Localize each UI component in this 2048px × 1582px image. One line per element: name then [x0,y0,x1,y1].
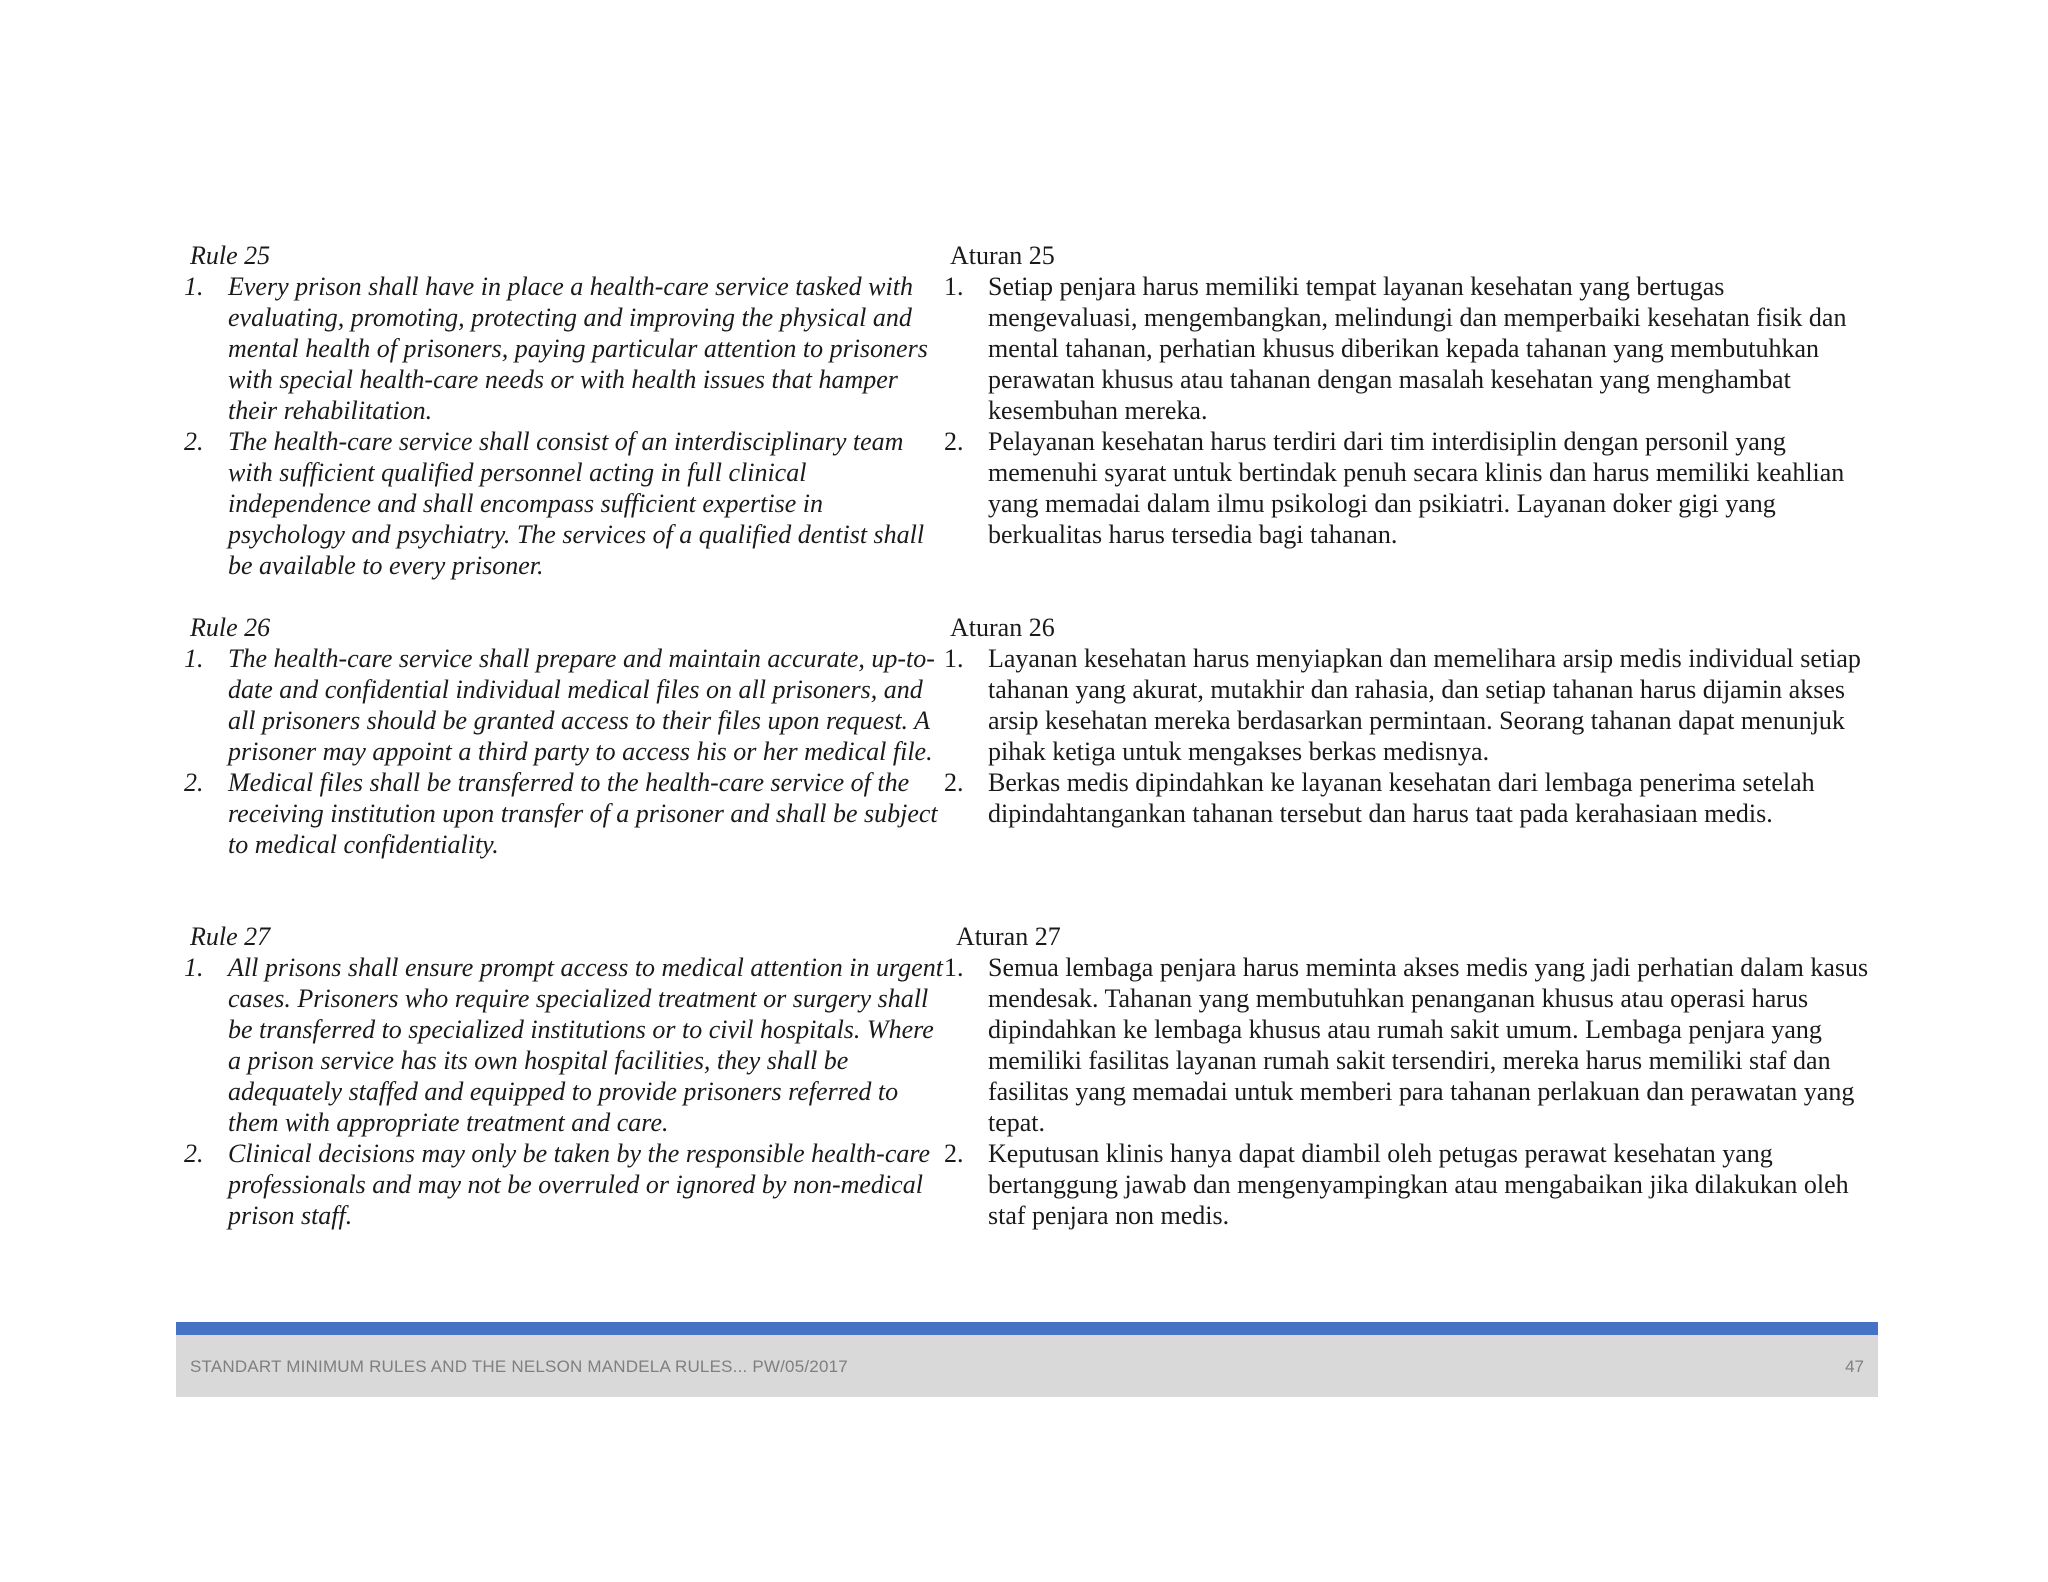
item-text: Clinical decisions may only be taken by the responsible health-care professionals and may not be overruled or ignored by non-medical prison staff. [228,1139,931,1230]
list-item [944,952,1874,1138]
list-item [944,1138,1874,1231]
item-number: 1. [944,953,964,982]
item-text: Setiap penjara harus memiliki tempat layanan kesehatan yang bertugas mengevaluasi, mengembangkan, melindungi dan memperbaiki kesehatan fisik dan mental tahanan, perhatian khusus diberikan kepada tahanan yang membutuhkan perawatan khusus atau tahanan dengan masalah kesehatan yang menghambat kesembuhan mereka. [988,272,1847,425]
footer-accent-bar [176,1322,1878,1335]
list-item [944,767,1874,829]
list-item [944,271,1874,426]
list-item [184,643,944,767]
list-item [184,426,944,581]
item-number: 2. [184,427,204,456]
item-text: Semua lembaga penjara harus meminta akses medis yang jadi perhatian dalam kasus mendesak. Tahanan yang membutuhkan penanganan khusus atau operasi harus dipindahkan ke lembaga khusus atau rumah sakit umum. Lembaga penjara yang memiliki fasilitas layanan rumah sakit tersendiri, mereka harus memiliki staf dan fasilitas yang memadai untuk memberi para tahanan perlakuan dan perawatan yang tepat. [988,953,1869,1137]
item-text: The health-care service shall consist of an interdisciplinary team with sufficient qualified personnel acting in full clinical independence and shall encompass sufficient expertise in psychology and psychiatry. The services of a qualified dentist shall be available to every prisoner. [228,427,925,580]
list-item [184,952,944,1138]
item-number: 2. [944,1139,964,1168]
list-item [184,1138,944,1231]
item-number: 1. [184,953,204,982]
item-number: 1. [184,644,204,673]
rule-title: Aturan 26 [950,613,1055,642]
footer-band [176,1335,1878,1397]
rule-27-english [184,921,944,1231]
footer-document-title: STANDART MINIMUM RULES AND THE NELSON MANDELA RULES... PW/05/2017 [190,1357,848,1376]
page-footer [176,1322,1878,1397]
rule-title: Aturan 25 [950,241,1055,270]
rule-title: Aturan 27 [956,922,1061,951]
page-number: 47 [1845,1357,1864,1376]
rule-items [944,271,1874,550]
item-text: Berkas medis dipindahkan ke layanan kesehatan dari lembaga penerima setelah dipindahtangankan tahanan tersebut dan harus taat pada kerahasiaan medis. [988,768,1815,828]
rule-items [184,271,944,581]
rule-items [184,952,944,1231]
rule-25-indonesian [944,240,1874,550]
item-number: 1. [944,644,964,673]
rule-27-indonesian [944,921,1874,1231]
item-number: 1. [944,272,964,301]
list-item [944,643,1874,767]
list-item [184,767,944,860]
rule-items [944,952,1874,1231]
item-text: Keputusan klinis hanya dapat diambil oleh petugas perawat kesehatan yang bertanggung jawab dan mengenyampingkan atau mengabaikan jika dilakukan oleh staf penjara non medis. [988,1139,1849,1230]
item-text: Every prison shall have in place a health-care service tasked with evaluating, promoting, protecting and improving the physical and mental health of prisoners, paying particular attention to prisoners with special health-care needs or with health issues that hamper their rehabilitation. [228,272,928,425]
item-number: 2. [184,1139,204,1168]
rule-items [944,643,1874,829]
list-item [944,426,1874,550]
list-item [184,271,944,426]
item-text: All prisons shall ensure prompt access to medical attention in urgent cases. Prisoners who require specialized treatment or surgery shall be transferred to specialized institutions or to civil hospitals. Where a prison service has its own hospital facilities, they shall be adequately staffed and equipped to provide prisoners referred to them with appropriate treatment and care. [228,953,943,1137]
rule-title: Rule 26 [190,613,271,642]
rule-26-english [184,612,944,860]
rule-items [184,643,944,860]
rule-title: Rule 25 [190,241,271,270]
rule-25-english [184,240,944,581]
item-number: 2. [944,427,964,456]
rule-title: Rule 27 [190,922,271,951]
rule-26-indonesian [944,612,1874,829]
item-text: Pelayanan kesehatan harus terdiri dari tim interdisiplin dengan personil yang memenuhi syarat untuk bertindak penuh secara klinis dan harus memiliki keahlian yang memadai dalam ilmu psikologi dan psikiatri. Layanan doker gigi yang berkualitas harus tersedia bagi tahanan. [988,427,1845,549]
item-number: 2. [184,768,204,797]
item-number: 2. [944,768,964,797]
item-number: 1. [184,272,204,301]
item-text: Medical files shall be transferred to the health-care service of the receiving institution upon transfer of a prisoner and shall be subject to medical confidentiality. [228,768,938,859]
item-text: The health-care service shall prepare and maintain accurate, up-to-date and confidential individual medical files on all prisoners, and all prisoners should be granted access to their files upon request. A prisoner may appoint a third party to access his or her medical file. [228,644,935,766]
item-text: Layanan kesehatan harus menyiapkan dan memelihara arsip medis individual setiap tahanan yang akurat, mutakhir dan rahasia, dan setiap tahanan harus dijamin akses arsip kesehatan mereka berdasarkan permintaan. Seorang tahanan dapat menunjuk pihak ketiga untuk mengakses berkas medisnya. [988,644,1861,766]
